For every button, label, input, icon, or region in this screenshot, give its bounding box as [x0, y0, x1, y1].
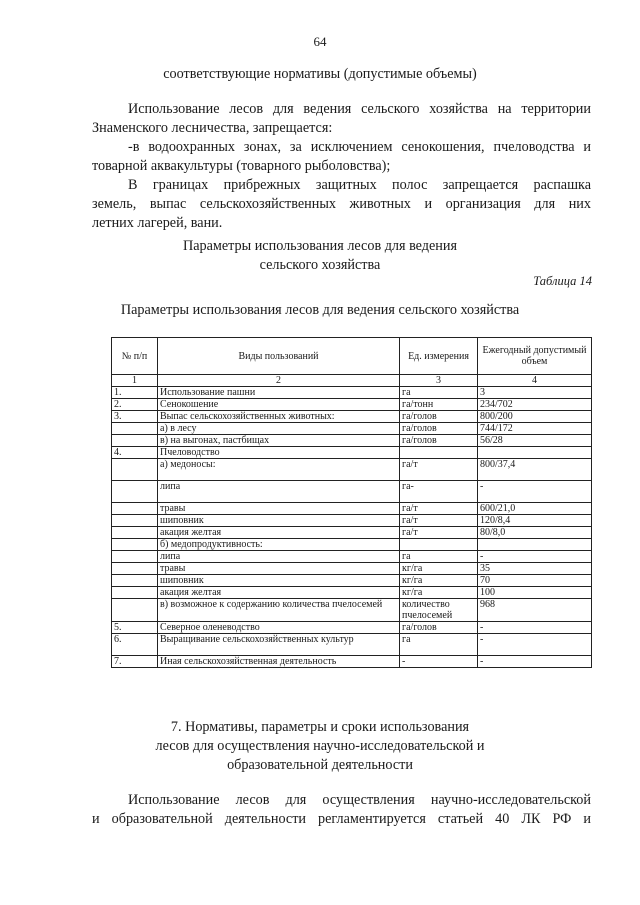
- table-header-row: [112, 338, 592, 375]
- cell-text: количество пчелосемей: [402, 599, 453, 621]
- unit-cell: [400, 587, 478, 599]
- row-number-cell: [112, 551, 158, 563]
- table-body: [112, 387, 592, 668]
- cell-text: 3.: [114, 411, 122, 422]
- parameters-table: [111, 337, 592, 668]
- usage-type-cell: [158, 551, 400, 563]
- cell-text: 7.: [114, 656, 122, 667]
- cell-text: 5.: [114, 622, 122, 633]
- volume-cell: [478, 599, 592, 622]
- section7-heading-line-2: лесов для осуществления научно-исследовательской и: [155, 738, 485, 754]
- usage-type-cell: [158, 563, 400, 575]
- cell-text: в) возможное к содержанию количества пчелосемей: [160, 599, 383, 610]
- row-number-cell: [112, 481, 158, 503]
- table-row: [112, 459, 592, 481]
- cell-text: га/голов: [402, 411, 437, 422]
- cell-text: Использование пашни: [160, 387, 256, 398]
- column-number-cell: 2: [158, 375, 400, 387]
- table-row: [112, 634, 592, 656]
- volume-cell: [478, 447, 592, 459]
- row-number-cell: [112, 387, 158, 399]
- usage-type-cell: [158, 599, 400, 622]
- usage-type-cell: [158, 587, 400, 599]
- usage-type-cell: [158, 656, 400, 668]
- row-number-cell: [112, 622, 158, 634]
- paragraph-2-line-1: -в водоохранных зонах, за исключением сенокошения, пчеловодства и: [128, 139, 591, 155]
- cell-text: 2.: [114, 399, 122, 410]
- table-row: [112, 587, 592, 599]
- cell-text: 56/28: [480, 435, 503, 446]
- unit-cell: [400, 551, 478, 563]
- volume-cell: [478, 622, 592, 634]
- cell-text: б) медопродуктивность:: [160, 539, 263, 550]
- table-title: Параметры использования лесов для ведения сельского хозяйства: [120, 302, 520, 318]
- table-row: [112, 599, 592, 622]
- unit-cell: [400, 435, 478, 447]
- volume-cell: [478, 481, 592, 503]
- cell-text: -: [402, 656, 406, 667]
- cell-text: 744/172: [480, 423, 513, 434]
- unit-cell: [400, 481, 478, 503]
- usage-type-cell: [158, 539, 400, 551]
- usage-type-cell: [158, 447, 400, 459]
- cell-text: травы: [160, 503, 186, 514]
- unit-cell: [400, 459, 478, 481]
- cell-text: 1.: [114, 387, 122, 398]
- row-number-cell: [112, 411, 158, 423]
- table-row: [112, 539, 592, 551]
- final-paragraph-line-1: Использование лесов для осуществления научно-исследовательской: [128, 792, 591, 808]
- header-cell: Ежегодный допустимый объем: [478, 338, 592, 375]
- volume-cell: [478, 503, 592, 515]
- row-number-cell: [112, 563, 158, 575]
- table-row: [112, 656, 592, 668]
- volume-cell: [478, 656, 592, 668]
- unit-cell: [400, 563, 478, 575]
- cell-text: липа: [160, 551, 181, 562]
- cell-text: Выпас сельскохозяйственных животных:: [160, 411, 335, 422]
- cell-text: га/голов: [402, 423, 437, 434]
- cell-text: -: [480, 481, 484, 492]
- cell-text: а) в лесу: [160, 423, 197, 434]
- intro-line: соответствующие нормативы (допустимые объемы): [163, 66, 477, 82]
- header-cell: Виды пользований: [158, 338, 400, 375]
- row-number-cell: [112, 447, 158, 459]
- volume-cell: [478, 539, 592, 551]
- volume-cell: [478, 634, 592, 656]
- volume-cell: [478, 399, 592, 411]
- cell-text: га/тонн: [402, 399, 434, 410]
- table-row: [112, 551, 592, 563]
- section-heading-line-2: сельского хозяйства: [259, 257, 381, 273]
- header-cell: № п/п: [112, 338, 158, 375]
- unit-cell: [400, 527, 478, 539]
- cell-text: 800/37,4: [480, 459, 516, 470]
- table-row: [112, 399, 592, 411]
- cell-text: га-: [402, 481, 414, 492]
- row-number-cell: [112, 399, 158, 411]
- unit-cell: [400, 399, 478, 411]
- table-row: [112, 481, 592, 503]
- table-row: [112, 423, 592, 435]
- column-number-cell: 4: [478, 375, 592, 387]
- section7-heading-line-1: 7. Нормативы, параметры и сроки использования: [170, 719, 470, 735]
- section7-heading-line-3: образовательной деятельности: [227, 757, 413, 773]
- usage-type-cell: [158, 622, 400, 634]
- row-number-cell: [112, 515, 158, 527]
- row-number-cell: [112, 575, 158, 587]
- cell-text: -: [480, 656, 484, 667]
- row-number-cell: [112, 503, 158, 515]
- volume-cell: [478, 515, 592, 527]
- cell-text: га/голов: [402, 622, 437, 633]
- cell-text: Выращивание сельскохозяйственных культур: [160, 634, 354, 645]
- unit-cell: [400, 503, 478, 515]
- cell-text: га/т: [402, 527, 418, 538]
- cell-text: акация желтая: [160, 587, 222, 598]
- volume-cell: [478, 423, 592, 435]
- row-number-cell: [112, 423, 158, 435]
- row-number-cell: [112, 656, 158, 668]
- cell-text: травы: [160, 563, 186, 574]
- volume-cell: [478, 411, 592, 423]
- paragraph-3-line-2: земель, выпас сельскохозяйственных животных и организация для них: [92, 196, 591, 212]
- table-row: [112, 515, 592, 527]
- volume-cell: [478, 435, 592, 447]
- row-number-cell: [112, 435, 158, 447]
- column-number-row: [112, 375, 592, 387]
- cell-text: Сенокошение: [160, 399, 219, 410]
- unit-cell: [400, 656, 478, 668]
- table-caption: Таблица 14: [533, 274, 592, 288]
- cell-text: акация желтая: [160, 527, 222, 538]
- unit-cell: [400, 575, 478, 587]
- volume-cell: [478, 575, 592, 587]
- volume-cell: [478, 587, 592, 599]
- cell-text: га/т: [402, 503, 418, 514]
- row-number-cell: [112, 459, 158, 481]
- volume-cell: [478, 551, 592, 563]
- cell-text: га/т: [402, 515, 418, 526]
- unit-cell: [400, 515, 478, 527]
- usage-type-cell: [158, 575, 400, 587]
- header-cell: Ед. измерения: [400, 338, 478, 375]
- cell-text: га: [402, 634, 411, 645]
- row-number-cell: [112, 527, 158, 539]
- usage-type-cell: [158, 515, 400, 527]
- row-number-cell: [112, 599, 158, 622]
- cell-text: 4.: [114, 447, 122, 458]
- paragraph-2-line-2: товарной аквакультуры (товарного рыболовства);: [92, 158, 391, 174]
- row-number-cell: [112, 634, 158, 656]
- cell-text: 120/8,4: [480, 515, 511, 526]
- cell-text: 968: [480, 599, 495, 610]
- usage-type-cell: [158, 527, 400, 539]
- paragraph-3-line-3: летних лагерей, вани.: [92, 215, 223, 231]
- paragraph-1-line-1: Использование лесов для ведения сельского хозяйства на территории: [128, 101, 591, 117]
- cell-text: 80/8,0: [480, 527, 506, 538]
- paragraph-1-line-2: Знаменского лесничества, запрещается:: [92, 120, 333, 136]
- cell-text: а) медоносы:: [160, 459, 216, 470]
- cell-text: 100: [480, 587, 495, 598]
- cell-text: 3: [480, 387, 485, 398]
- cell-text: 70: [480, 575, 490, 586]
- column-number-cell: 3: [400, 375, 478, 387]
- table-row: [112, 411, 592, 423]
- usage-type-cell: [158, 399, 400, 411]
- cell-text: га/голов: [402, 435, 437, 446]
- unit-cell: [400, 622, 478, 634]
- table-row: [112, 435, 592, 447]
- usage-type-cell: [158, 481, 400, 503]
- table-row: [112, 387, 592, 399]
- unit-cell: [400, 423, 478, 435]
- volume-cell: [478, 459, 592, 481]
- usage-type-cell: [158, 411, 400, 423]
- table-row: [112, 527, 592, 539]
- table-row: [112, 447, 592, 459]
- unit-cell: [400, 447, 478, 459]
- table-row: [112, 503, 592, 515]
- table-row: [112, 622, 592, 634]
- volume-cell: [478, 563, 592, 575]
- page-number: 64: [313, 34, 327, 49]
- cell-text: шиповник: [160, 515, 204, 526]
- table-row: [112, 575, 592, 587]
- cell-text: 600/21,0: [480, 503, 516, 514]
- column-number-cell: 1: [112, 375, 158, 387]
- cell-text: Иная сельскохозяйственная деятельность: [160, 656, 337, 667]
- cell-text: Пчеловодство: [160, 447, 220, 458]
- unit-cell: [400, 411, 478, 423]
- cell-text: 35: [480, 563, 490, 574]
- unit-cell: [400, 539, 478, 551]
- cell-text: 800/200: [480, 411, 513, 422]
- cell-text: кг/га: [402, 563, 423, 574]
- paragraph-3-line-1: В границах прибрежных защитных полос запрещается распашка: [128, 177, 591, 193]
- cell-text: в) на выгонах, пастбищах: [160, 435, 270, 446]
- cell-text: Северное оленеводство: [160, 622, 260, 633]
- cell-text: -: [480, 551, 484, 562]
- cell-text: кг/га: [402, 587, 423, 598]
- volume-cell: [478, 527, 592, 539]
- row-number-cell: [112, 587, 158, 599]
- table-row: [112, 563, 592, 575]
- cell-text: -: [480, 622, 484, 633]
- usage-type-cell: [158, 435, 400, 447]
- final-paragraph-line-2: и образовательной деятельности регламентируется статьей 40 ЛК РФ и: [92, 811, 591, 827]
- unit-cell: [400, 634, 478, 656]
- volume-cell: [478, 387, 592, 399]
- cell-text: га: [402, 387, 411, 398]
- cell-text: 234/702: [480, 399, 513, 410]
- section-heading-line-1: Параметры использования лесов для ведения: [182, 238, 458, 254]
- unit-cell: [400, 387, 478, 399]
- cell-text: -: [480, 634, 484, 645]
- cell-text: кг/га: [402, 575, 423, 586]
- cell-text: га: [402, 551, 411, 562]
- usage-type-cell: [158, 423, 400, 435]
- unit-cell: [400, 599, 478, 622]
- row-number-cell: [112, 539, 158, 551]
- cell-text: липа: [160, 481, 181, 492]
- usage-type-cell: [158, 634, 400, 656]
- usage-type-cell: [158, 503, 400, 515]
- usage-type-cell: [158, 387, 400, 399]
- usage-type-cell: [158, 459, 400, 481]
- cell-text: га/т: [402, 459, 418, 470]
- cell-text: шиповник: [160, 575, 204, 586]
- cell-text: 6.: [114, 634, 122, 645]
